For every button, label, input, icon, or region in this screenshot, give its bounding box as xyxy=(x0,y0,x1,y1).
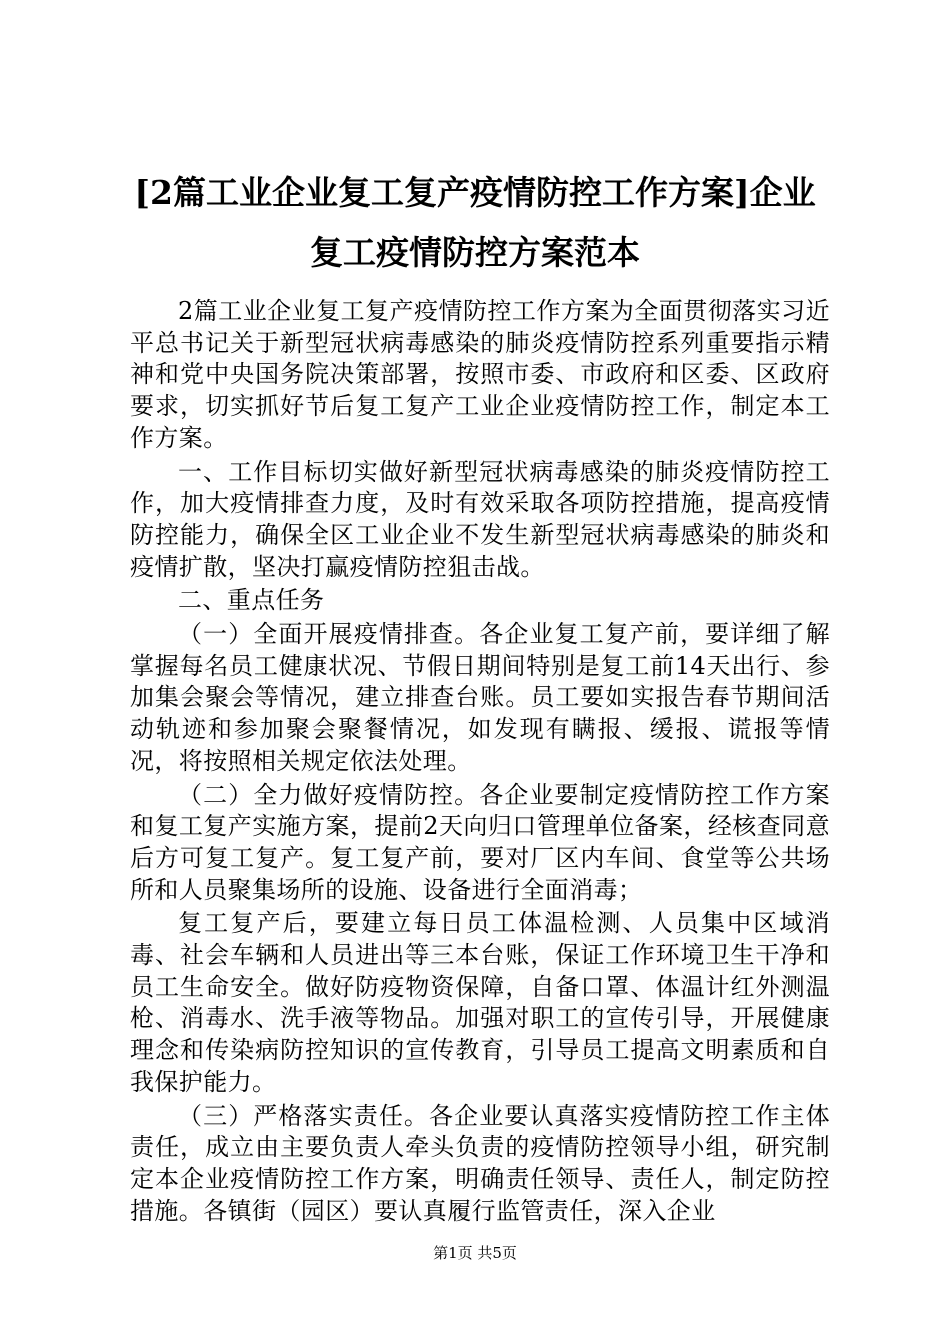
paragraph-task-3: （三）严格落实责任。各企业要认真落实疫情防控工作主体责任，成立由主要负责人牵头负责的疫情防控领导小组，研究制定本企业疫情防控工作方案，明确责任领导、责任人，制定防控措施。各镇街（园区）要认真履行监管责任，深入企业 xyxy=(130,1101,830,1225)
paragraph-intro: 2篇工业企业复工复产疫情防控工作方案为全面贯彻落实习近平总书记关于新型冠状病毒感染的肺炎疫情防控系列重要指示精神和党中央国务院决策部署，按照市委、市政府和区委、区政府要求，切实抓好节后复工复产工业企业疫情防控工作，制定本工作方案。 xyxy=(130,297,830,452)
page-footer: 第1页 共5页 xyxy=(433,1244,517,1262)
document-title: [2篇工业企业复工复产疫情防控工作方案]企业复工疫情防控方案范本 xyxy=(134,173,816,272)
paragraph-task-2-continued: 复工复产后，要建立每日员工体温检测、人员集中区域消毒、社会车辆和人员进出等三本台账，保证工作环境卫生干净和员工生命安全。做好防疫物资保障，自备口罩、体温计红外测温枪、消毒水、洗手液等物品。加强对职工的宣传引导，开展健康理念和传染病防控知识的宣传教育，引导员工提高文明素质和自我保护能力。 xyxy=(130,909,830,1096)
document-body xyxy=(130,296,830,1227)
paragraph-task-1: （一）全面开展疫情排查。各企业复工复产前，要详细了解掌握每名员工健康状况、节假日期间特别是复工前14天出行、参加集会聚会等情况，建立排查台账。员工要如实报告春节期间活动轨迹和参加聚会聚餐情况，如发现有瞒报、缓报、谎报等情况，将按照相关规定依法处理。 xyxy=(130,620,830,775)
paragraph-task-2: （二）全力做好疫情防控。各企业要制定疫情防控工作方案和复工复产实施方案，提前2天向归口管理单位备案，经核查同意后方可复工复产。复工复产前，要对厂区内车间、食堂等公共场所和人员聚集场所的设施、设备进行全面消毒； xyxy=(130,780,830,904)
paragraph-key-tasks-heading: 二、重点任务 xyxy=(178,586,325,615)
paragraph-goal: 一、工作目标切实做好新型冠状病毒感染的肺炎疫情防控工作，加大疫情排查力度，及时有效采取各项防控措施，提高疫情防控能力，确保全区工业企业不发生新型冠状病毒感染的肺炎和疫情扩散，坚决打赢疫情防控狙击战。 xyxy=(130,457,830,581)
